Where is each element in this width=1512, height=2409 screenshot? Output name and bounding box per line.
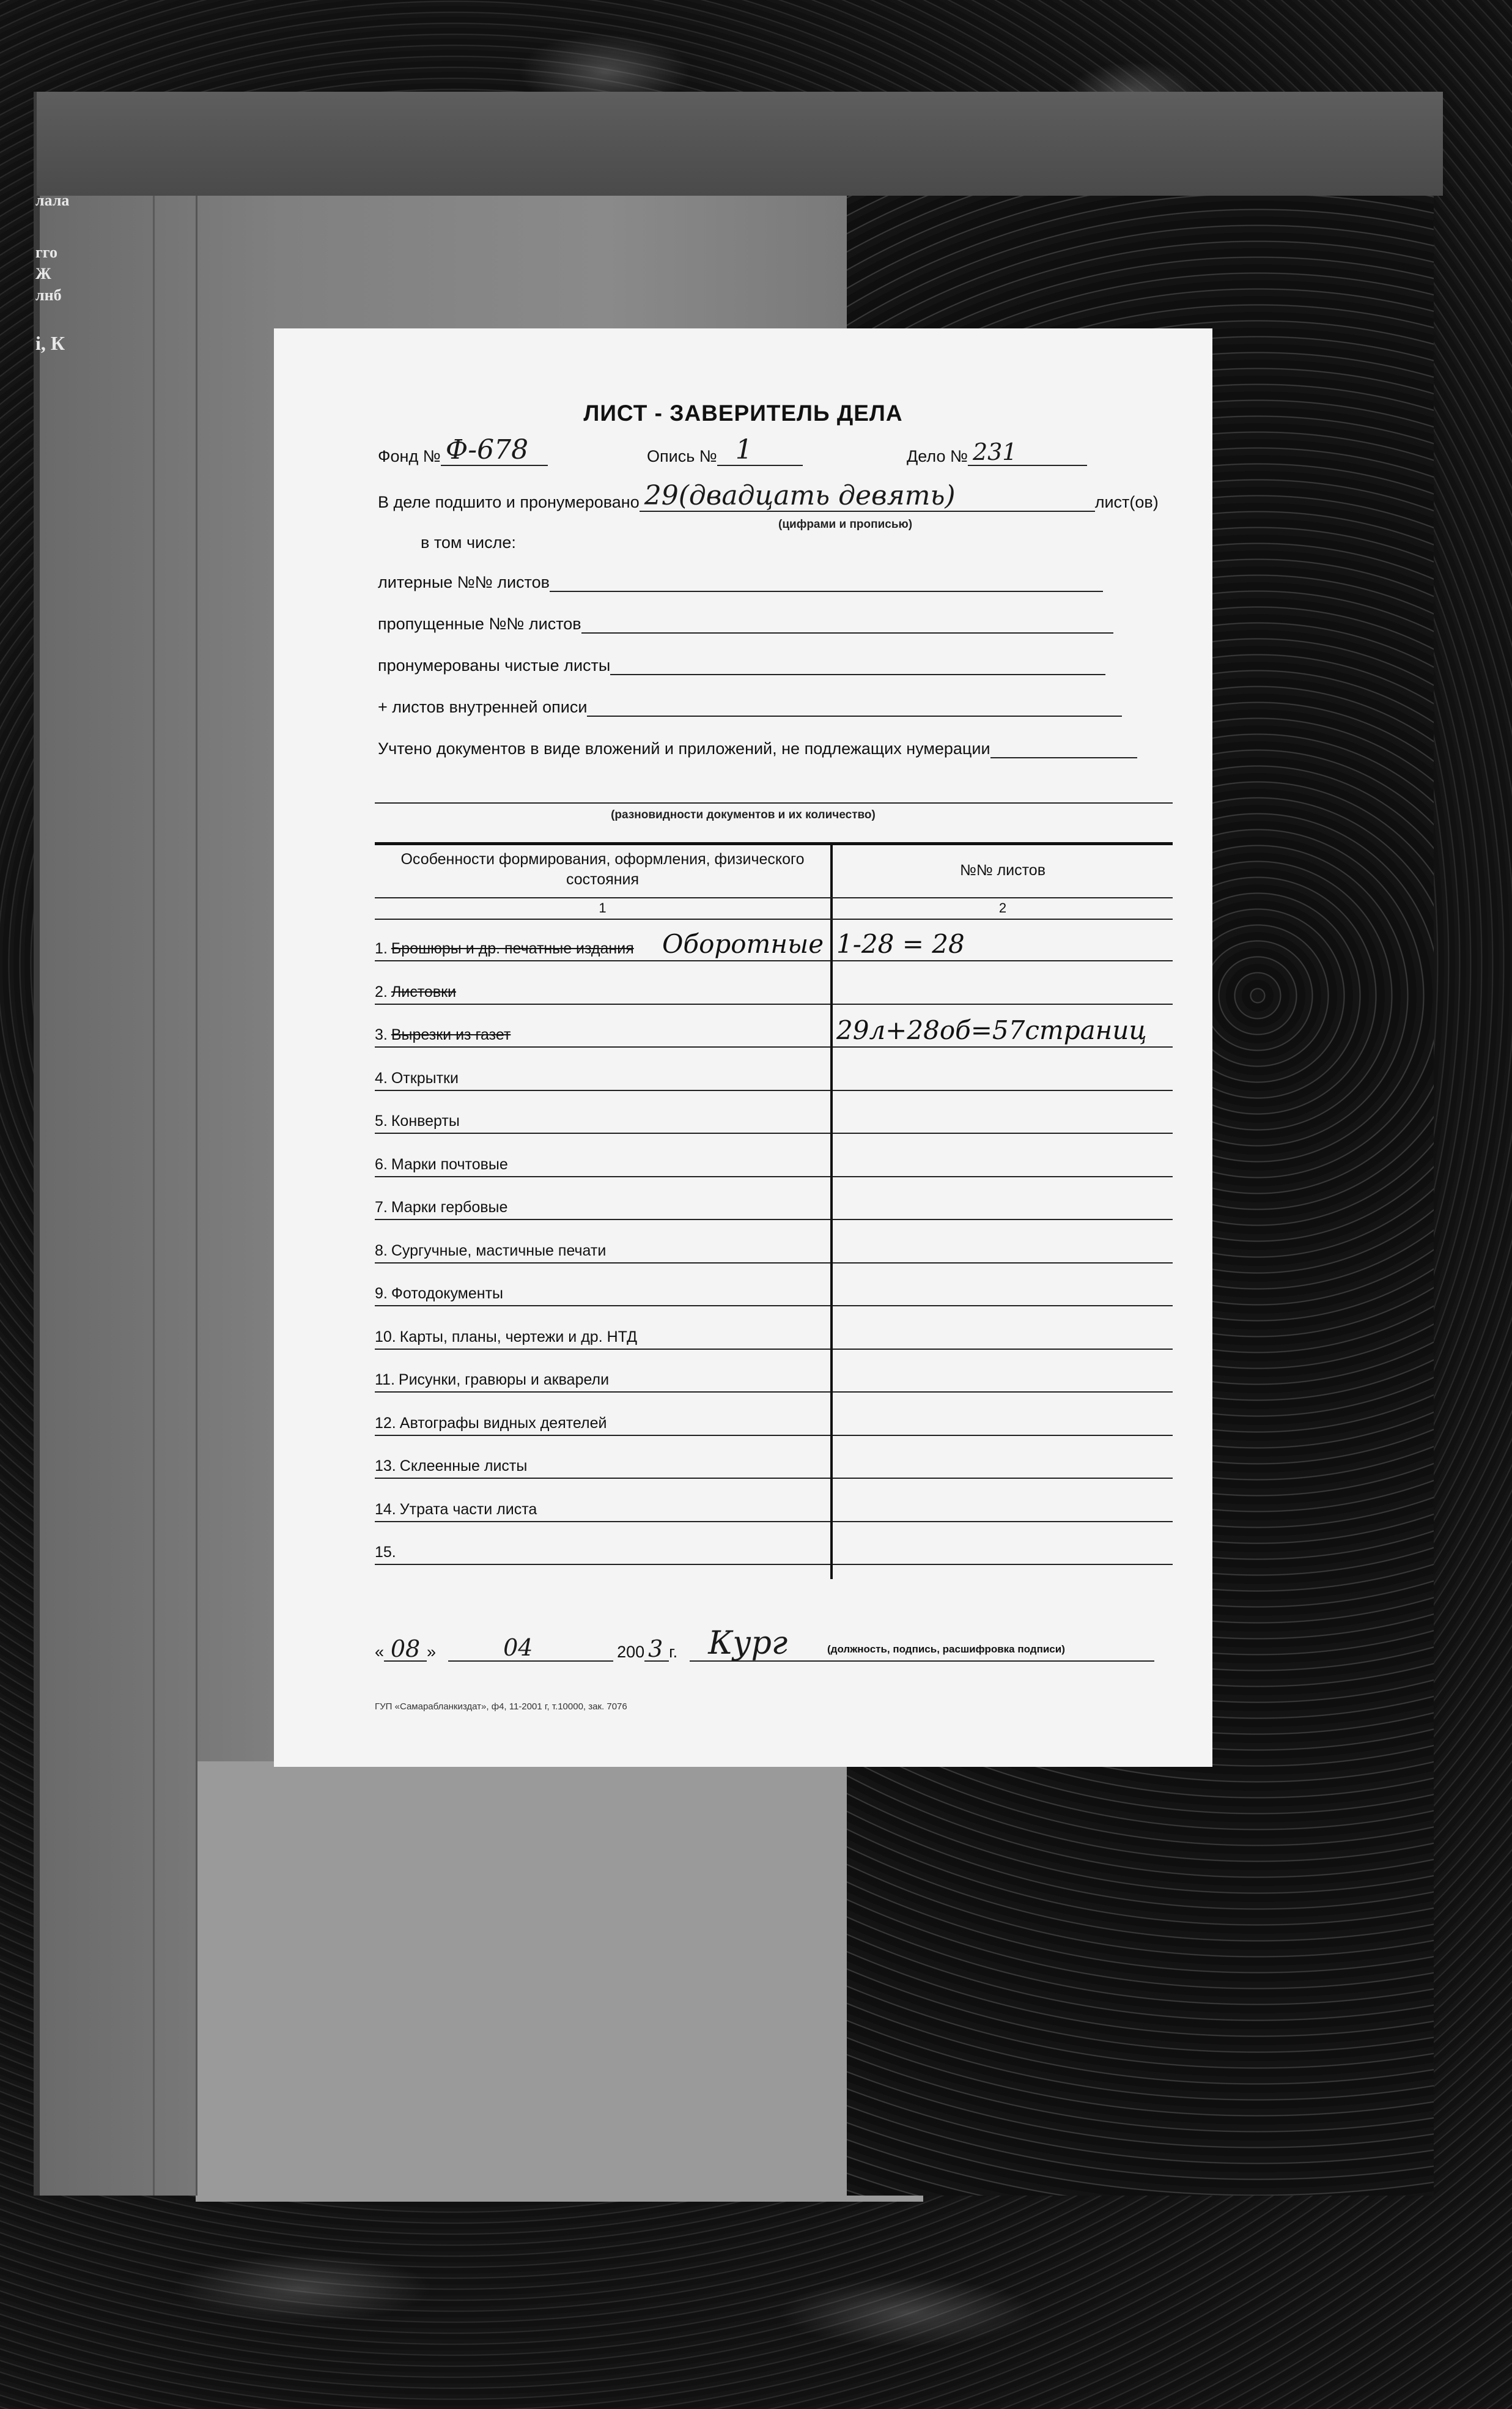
edge-text-line: і, К [35, 332, 65, 355]
edge-text-line: Ж [35, 265, 51, 283]
table-row [375, 1048, 1173, 1091]
edge-text-line: лнб [35, 286, 62, 305]
table-row-text: Утрата части листа [399, 1500, 537, 1518]
line-attachments-continuation [375, 802, 1173, 804]
date-day: 08 [390, 1635, 421, 1662]
opis-field [647, 434, 803, 466]
table-row-label [375, 983, 456, 1001]
sheet-title: ЛИСТ - ЗАВЕРИТЕЛЬ ДЕЛА [583, 401, 903, 426]
table-row-number: 7. [375, 1199, 388, 1216]
table-row [375, 1350, 1173, 1393]
table-row-text: Марки гербовые [391, 1199, 508, 1216]
table-row [375, 1221, 1173, 1264]
table-row-text: Рисунки, гравюры и акварели [398, 1371, 610, 1388]
table-row [375, 1091, 1173, 1134]
table-row-label [375, 1026, 511, 1044]
table-row-text: Сургучные, мастичные печати [391, 1242, 607, 1259]
table-row-number: 10. [375, 1328, 396, 1345]
table-col-number: 2 [998, 900, 1007, 916]
sewn-field [378, 480, 1159, 512]
certification-sheet [274, 328, 1212, 1767]
table-row-text: Брошюры и др. печатные издания [391, 940, 634, 957]
line-skipped [378, 615, 1113, 634]
sewn-value: 29(двадцать девять) [644, 480, 956, 511]
table-row-sheet-numbers: 1-28 = 28 [836, 929, 965, 959]
varieties-caption: (разновидности документов и их количество) [611, 809, 876, 821]
table-row-label [375, 940, 634, 958]
table-row-text: Конверты [391, 1112, 460, 1130]
line-inner-inventory-label: + листов внутренней описи [378, 698, 588, 716]
table-header-rule [375, 897, 1173, 898]
table-row-text: Марки почтовые [391, 1155, 508, 1173]
table-row [375, 1134, 1173, 1177]
table-row-rule [833, 1564, 1173, 1565]
table-row-number: 2. [375, 983, 388, 1001]
line-literal-label: литерные №№ листов [378, 573, 550, 591]
sewn-suffix: лист(ов) [1094, 493, 1159, 511]
table-row-text: Открытки [391, 1069, 459, 1087]
table-row [375, 1177, 1173, 1220]
opis-label: Опись № [647, 447, 717, 465]
delo-label: Дело № [907, 447, 968, 465]
table-row-number: 8. [375, 1242, 388, 1259]
table-row [375, 1264, 1173, 1306]
table-row-number: 14. [375, 1500, 396, 1518]
table-row-number: 4. [375, 1069, 388, 1087]
table-row-label [375, 1457, 527, 1475]
table-header-features: Особенности формирования, оформления, физического состояния [400, 851, 805, 888]
signature-caption: (должность, подпись, расшифровка подписи) [827, 1643, 1065, 1655]
table-row [375, 1479, 1173, 1522]
folder-edge-line [153, 196, 155, 2196]
table-row-label [375, 1242, 606, 1260]
table-row-rule [375, 1564, 830, 1565]
edge-text [35, 190, 78, 357]
line-blank-sheets [378, 656, 1105, 675]
table-row-label [375, 1371, 609, 1389]
fund-label: Фонд № [378, 447, 441, 465]
table-header-sheet-numbers: №№ листов [960, 862, 1045, 879]
delo-value: 231 [972, 439, 1017, 465]
table-row-text: Фотодокументы [391, 1285, 503, 1302]
line-literal [378, 573, 1103, 592]
table-row-number: 5. [375, 1112, 388, 1130]
including-label: в том числе: [421, 533, 516, 552]
table-row-text: Карты, планы, чертежи и др. НТД [399, 1328, 638, 1345]
table-row [375, 962, 1173, 1005]
table-row-label [375, 1501, 537, 1519]
table-row-label [375, 1112, 460, 1130]
table-row-number: 15. [375, 1544, 396, 1561]
table-row [375, 1005, 1173, 1048]
date-close-quote: » [427, 1643, 437, 1661]
date-year-digit: 3 [648, 1635, 663, 1662]
print-footer: ГУП «Самарабланкиздат», ф4, 11-2001 г, т.10000, зак. 7076 [375, 1701, 627, 1712]
table-row-label [375, 1070, 459, 1087]
line-attachments [378, 739, 1137, 758]
folder-top-strip [37, 92, 1443, 196]
date-month: 04 [503, 1634, 533, 1661]
table-row-note: Оборотные [662, 929, 824, 959]
table-row-number: 13. [375, 1457, 396, 1475]
table-row-number: 12. [375, 1414, 396, 1432]
date-year-suffix: г. [669, 1643, 678, 1661]
table-row-label [375, 1544, 400, 1561]
table-top-rule [375, 842, 1173, 845]
table-row-label [375, 1328, 637, 1346]
line-skipped-label: пропущенные №№ листов [378, 615, 581, 633]
opis-value: 1 [735, 434, 753, 465]
edge-text-line: гго [35, 243, 57, 262]
table-row-text: Листовки [391, 983, 456, 1001]
delo-field [907, 440, 1087, 466]
table-row [375, 1393, 1173, 1436]
table-row-text: Вырезки из газет [391, 1026, 511, 1043]
line-attachments-label: Учтено документов в виде вложений и приложений, не подлежащих нумерации [378, 739, 990, 758]
signature: Кург [708, 1625, 788, 1662]
date-year-prefix: 200 [617, 1643, 645, 1661]
fund-field [378, 434, 548, 466]
table-row-sheet-numbers: 29л+28об=57страниц [836, 1015, 1147, 1045]
table-row-number: 3. [375, 1026, 388, 1043]
edge-text-line: лала [35, 191, 70, 209]
table-row-text: Склеенные листы [399, 1457, 528, 1475]
table-row-label [375, 1415, 607, 1432]
fund-value: Ф-678 [445, 434, 529, 465]
table-row-text: Автографы видных деятелей [399, 1414, 607, 1432]
sewn-caption: (цифрами и прописью) [778, 518, 913, 531]
table-row [375, 1522, 1173, 1565]
folder-grey-page-lower [196, 1761, 923, 2202]
table-row-number: 1. [375, 940, 388, 957]
table-col-number: 1 [599, 900, 607, 916]
line-blank-sheets-label: пронумерованы чистые листы [378, 656, 611, 675]
sewn-label: В деле подшито и пронумеровано [378, 493, 640, 511]
table-row-label [375, 1199, 507, 1216]
table-row [375, 1307, 1173, 1350]
line-inner-inventory [378, 698, 1122, 717]
table-row-number: 6. [375, 1155, 388, 1173]
folder-edge-line [196, 196, 197, 2196]
table-row-label [375, 1156, 508, 1174]
table-row-number: 11. [375, 1371, 395, 1388]
table-row [375, 919, 1173, 961]
date-open-quote: « [375, 1643, 385, 1661]
table-row-label [375, 1285, 503, 1303]
table-row [375, 1436, 1173, 1479]
table-row-number: 9. [375, 1285, 388, 1302]
